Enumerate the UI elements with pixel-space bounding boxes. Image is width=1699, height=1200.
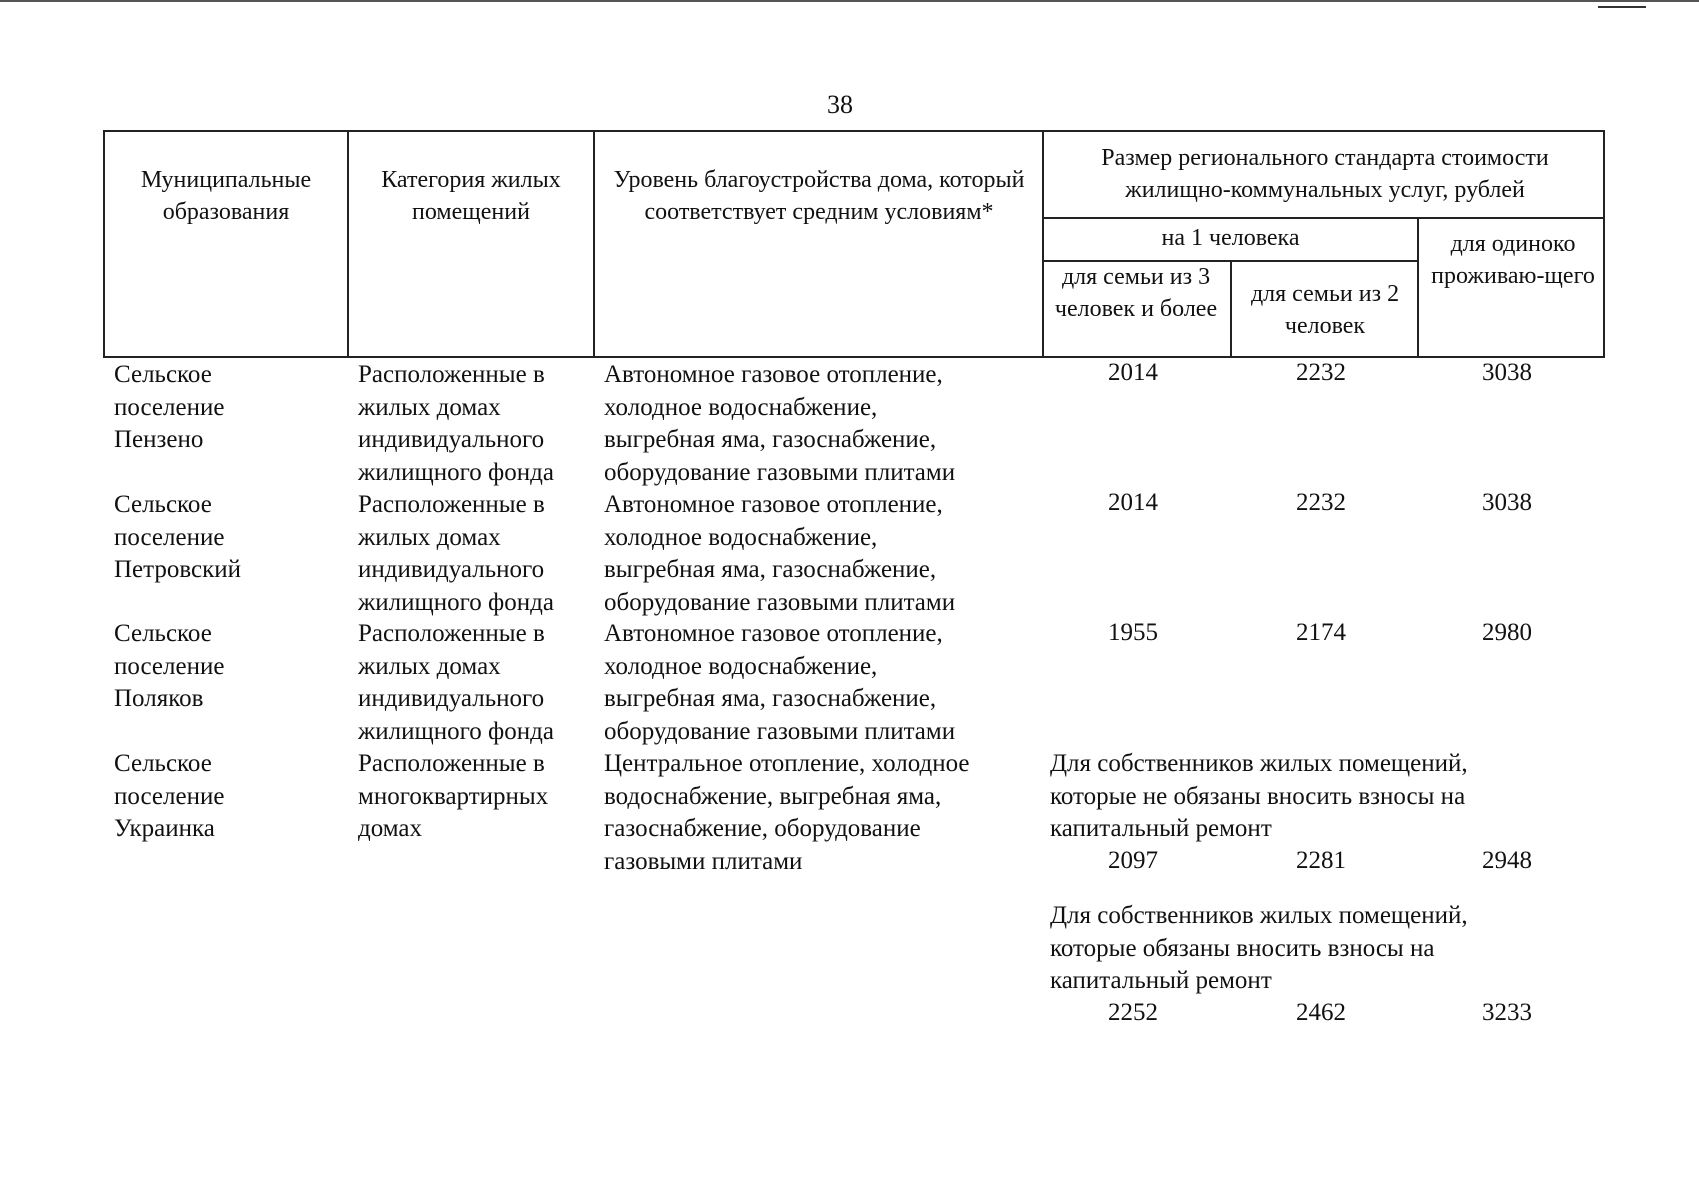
row-4-municipality: Сельское поселение Украинка [114, 750, 225, 842]
row-2-level: Автономное газовое отопление, холодное водоснабжение, выгребная яма, газоснабжение, оборудование газовыми плитами [604, 491, 956, 616]
table-header [103, 130, 1605, 358]
row-3-level: Автономное газовое отопление, холодное водоснабжение, выгребная яма, газоснабжение, оборудование газовыми плитами [604, 620, 956, 745]
row-4-b-single: 3233 [1482, 999, 1532, 1026]
row-2-family3: 2014 [1108, 489, 1158, 516]
page-number: 38 [827, 90, 853, 119]
row-4-a-single: 2948 [1482, 847, 1532, 874]
row-4-category: Расположенные в многоквартирных домах [358, 750, 549, 842]
row-4-b-family3: 2252 [1108, 999, 1158, 1026]
header-standard: Размер регионального стандарта стоимости жилищно-коммунальных услуг, рублей [1101, 145, 1549, 203]
row-4-b-family2: 2462 [1296, 999, 1346, 1026]
row-2-category: Расположенные в жилых домах индивидуального жилищного фонда [358, 491, 554, 616]
row-1-level: Автономное газовое отопление, холодное водоснабжение, выгребная яма, газоснабжение, оборудование газовыми плитами [604, 361, 956, 486]
row-3-category: Расположенные в жилых домах индивидуального жилищного фонда [358, 620, 554, 745]
header-municipality: Муниципальные образования [140, 167, 312, 225]
header-per-person: на 1 человека [1161, 225, 1300, 251]
header-single: для одиноко проживаю-щего [1431, 231, 1595, 289]
row-1-category: Расположенные в жилых домах индивидуального жилищного фонда [358, 361, 554, 486]
row-1-municipality: Сельское поселение Пензено [114, 361, 225, 453]
row-4-note-no-contribution: Для собственников жилых помещений, которые не обязаны вносить взносы на капитальный ремонт [1050, 750, 1468, 842]
header-family-2: для семьи из 2 человек [1250, 281, 1400, 339]
row-2-municipality: Сельское поселение Петровский [114, 491, 242, 583]
row-4-level: Центральное отопление, холодное водоснабжение, выгребная яма, газоснабжение, оборудование газовыми плитами [604, 750, 970, 875]
row-4-a-family2: 2281 [1296, 847, 1346, 874]
row-1-single: 3038 [1482, 359, 1532, 386]
row-1-family2: 2232 [1296, 359, 1346, 386]
scan-corner-mark [1598, 6, 1646, 8]
header-family-3: для семьи из 3 человек и более [1054, 264, 1218, 322]
row-3-single: 2980 [1482, 619, 1532, 646]
row-1-family3: 2014 [1108, 359, 1158, 386]
header-level: Уровень благоустройства дома, который соответствует средним условиям* [613, 167, 1025, 225]
row-2-family2: 2232 [1296, 489, 1346, 516]
row-3-family3: 1955 [1108, 619, 1158, 646]
row-4-note-with-contribution: Для собственников жилых помещений, которые обязаны вносить взносы на капитальный ремонт [1050, 902, 1468, 994]
scan-top-edge [0, 0, 1699, 2]
header-category: Категория жилых помещений [381, 167, 561, 225]
row-3-family2: 2174 [1296, 619, 1346, 646]
row-2-single: 3038 [1482, 489, 1532, 516]
row-4-a-family3: 2097 [1108, 847, 1158, 874]
row-3-municipality: Сельское поселение Поляков [114, 620, 225, 712]
